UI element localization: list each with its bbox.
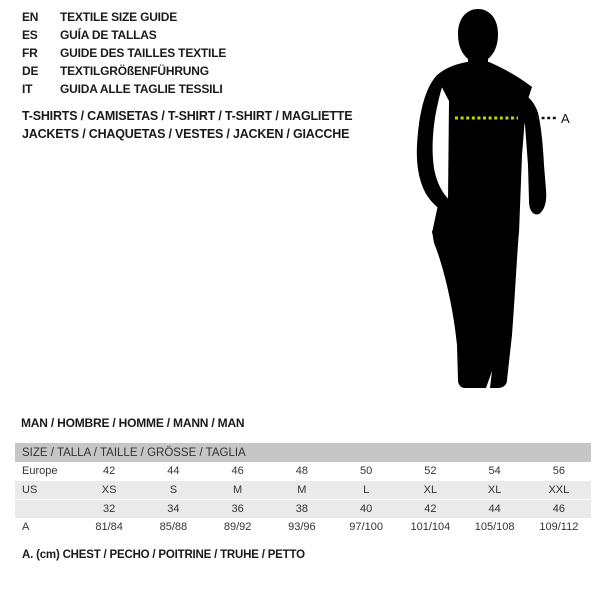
section-title-man: MAN / HOMBRE / HOMME / MANN / MAN xyxy=(21,416,245,430)
lang-label: TEXTILE SIZE GUIDE xyxy=(60,10,178,24)
silhouette-head-shape xyxy=(458,9,498,67)
size-table-header: SIZE / TALLA / TAILLE / GRÖSSE / TAGLIA xyxy=(15,443,591,462)
table-row-chest-a xyxy=(15,518,591,536)
language-list xyxy=(22,8,226,98)
table-cell: 36 xyxy=(206,500,270,519)
table-cell: 32 xyxy=(77,500,141,519)
lang-label: GUÍA DE TALLAS xyxy=(60,28,157,42)
table-cell: XXL xyxy=(527,481,591,500)
table-row-us xyxy=(15,481,591,500)
table-cell: 42 xyxy=(103,465,116,477)
table-cell: 46 xyxy=(231,465,244,477)
table-row-europe xyxy=(15,462,591,481)
lang-code: EN xyxy=(22,10,39,24)
table-cell: 97/100 xyxy=(349,521,383,533)
size-table xyxy=(15,443,591,536)
table-cell: 81/84 xyxy=(95,521,123,533)
product-types xyxy=(22,107,352,143)
lang-code: DE xyxy=(22,64,39,78)
measure-label-a: A xyxy=(561,111,570,126)
table-cell: 50 xyxy=(360,465,373,477)
table-cell: XL xyxy=(463,481,527,500)
row-label-us: US xyxy=(15,481,77,500)
table-cell: 101/104 xyxy=(410,521,451,533)
row-label-a: A xyxy=(22,521,30,533)
silhouette-legs-shape xyxy=(432,231,519,388)
table-cell: XL xyxy=(398,481,462,500)
lang-row-en xyxy=(22,8,226,26)
lang-code: ES xyxy=(22,28,38,42)
table-cell: XS xyxy=(77,481,141,500)
lang-row-it xyxy=(22,80,226,98)
table-cell: 48 xyxy=(295,465,308,477)
table-cell: 54 xyxy=(488,465,501,477)
lang-code: IT xyxy=(22,82,33,96)
lang-code: FR xyxy=(22,46,38,60)
table-cell: 89/92 xyxy=(223,521,252,533)
row-label-blank xyxy=(15,500,77,519)
table-cell: 52 xyxy=(424,465,437,477)
lang-row-es xyxy=(22,26,226,44)
table-cell: 40 xyxy=(334,500,398,519)
size-table-header-row xyxy=(15,443,591,462)
table-cell: 44 xyxy=(167,465,180,477)
table-cell: 56 xyxy=(552,465,565,477)
product-line-tshirts: T-SHIRTS / CAMISETAS / T-SHIRT / T-SHIRT / MAGLIETTE xyxy=(22,109,353,123)
row-label-europe: Europe xyxy=(22,465,58,477)
table-cell: M xyxy=(270,481,334,500)
lang-row-fr xyxy=(22,44,226,62)
table-cell: M xyxy=(206,481,270,500)
table-cell: S xyxy=(141,481,205,500)
table-cell: 44 xyxy=(463,500,527,519)
table-cell: 85/88 xyxy=(159,521,188,533)
table-cell: 93/96 xyxy=(288,521,316,533)
product-line-jackets: JACKETS / CHAQUETAS / VESTES / JACKEN / GIACCHE xyxy=(22,127,350,141)
table-cell: 38 xyxy=(270,500,334,519)
man-silhouette-figure xyxy=(405,5,580,395)
table-cell: 46 xyxy=(527,500,591,519)
man-silhouette-svg xyxy=(405,5,580,395)
lang-row-de xyxy=(22,62,226,80)
table-cell: L xyxy=(334,481,398,500)
table-cell: 34 xyxy=(141,500,205,519)
table-cell: 105/108 xyxy=(474,521,515,533)
table-cell: 42 xyxy=(398,500,462,519)
lang-label: GUIDE DES TAILLES TEXTILE xyxy=(60,46,227,60)
silhouette-right-arm-shape xyxy=(520,93,546,214)
table-row-numeric xyxy=(15,500,591,519)
table-cell: 109/112 xyxy=(539,521,579,533)
lang-label: TEXTILGRÖßENFÜHRUNG xyxy=(60,64,209,78)
chest-measure-footnote: A. (cm) CHEST / PECHO / POITRINE / TRUHE / PETTO xyxy=(22,549,305,561)
lang-label: GUIDA ALLE TAGLIE TESSILI xyxy=(60,82,223,96)
